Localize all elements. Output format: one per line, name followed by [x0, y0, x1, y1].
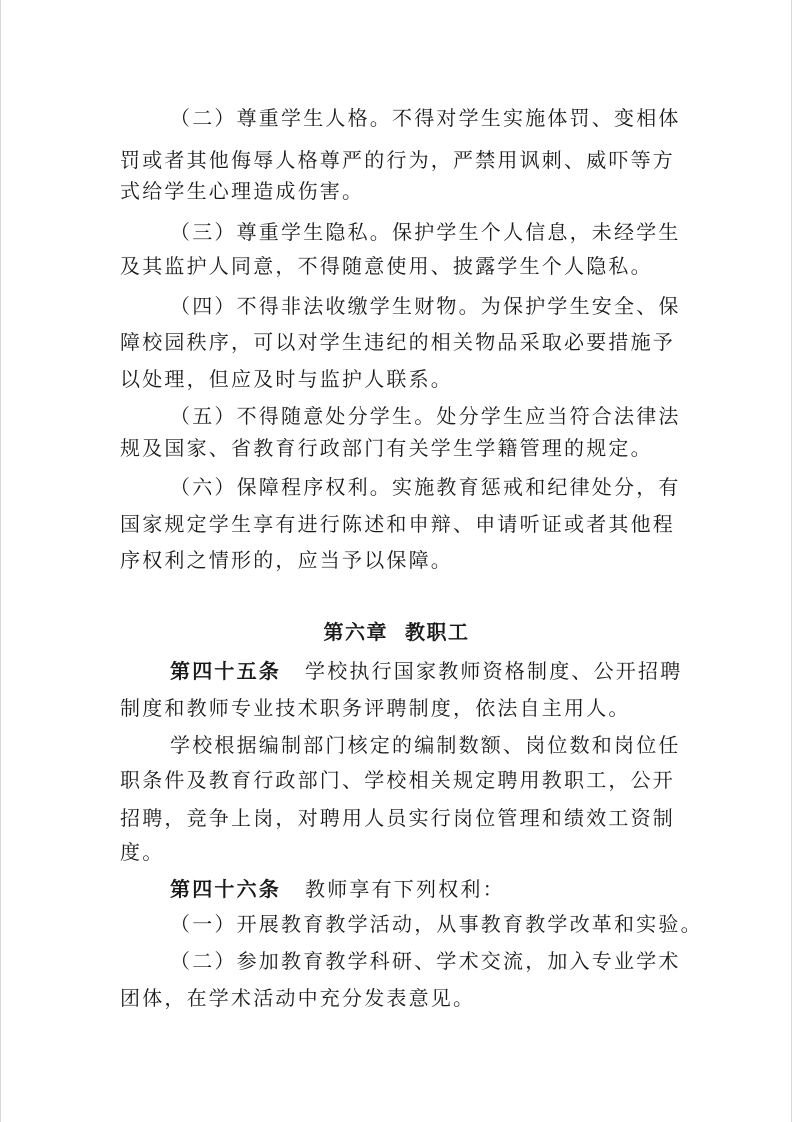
article-46-line — [170, 875, 505, 903]
paragraph-line: （三）尊重学生隐私。保护学生个人信息，未经学生 — [170, 220, 681, 244]
article-46-label: 第四十六条 — [170, 877, 281, 901]
paragraph-line: 职条件及教育行政部门、学校相关规定聘用教职工，公开 — [120, 768, 675, 792]
paragraph-line: 团体，在学术活动中充分发表意见。 — [120, 986, 476, 1010]
article-45-text: 学校执行国家教师资格制度、公开招聘 — [305, 659, 683, 683]
paragraph-line: （四）不得非法收缴学生财物。为保护学生安全、保 — [170, 294, 681, 318]
paragraph-line: 国家规定学生享有进行陈述和申辩、申请听证或者其他程 — [120, 512, 675, 536]
paragraph-line: （一）开展教育教学活动，从事教育教学改革和实验。 — [170, 912, 703, 936]
paragraph-line: （二）尊重学生人格。不得对学生实施体罚、变相体 — [170, 106, 681, 130]
paragraph-line: 及其监护人同意，不得随意使用、披露学生个人隐私。 — [120, 254, 653, 278]
paragraph-line: 式给学生心理造成伤害。 — [120, 179, 365, 203]
paragraph-line: 序权利之情形的，应当予以保障。 — [120, 548, 453, 572]
article-45-line — [170, 657, 682, 685]
paragraph-line: 度。 — [120, 840, 165, 864]
paragraph-line: 罚或者其他侮辱人格尊严的行为，严禁用讽刺、威吓等方 — [120, 148, 675, 172]
chapter-heading: 第六章 教职工 — [323, 620, 470, 644]
article-45-label: 第四十五条 — [170, 659, 281, 683]
article-46-text: 教师享有下列权利： — [305, 877, 505, 901]
paragraph-line: 学校根据编制部门核定的编制数额、岗位数和岗位任 — [170, 733, 681, 757]
paragraph-line: 招聘，竞争上岗，对聘用人员实行岗位管理和绩效工资制 — [120, 806, 675, 830]
paragraph-line: 以处理，但应及时与监护人联系。 — [120, 367, 453, 391]
paragraph-line: （二）参加教育教学科研、学术交流，加入专业学术 — [170, 949, 681, 973]
paragraph-line: （五）不得随意处分学生。处分学生应当符合法律法 — [170, 404, 681, 428]
paragraph-line: （六）保障程序权利。实施教育惩戒和纪律处分，有 — [170, 475, 681, 499]
paragraph-line: 规及国家、省教育行政部门有关学生学籍管理的规定。 — [120, 436, 653, 460]
paragraph-line: 障校园秩序，可以对学生违纪的相关物品采取必要措施予 — [120, 330, 675, 354]
paragraph-line: 制度和教师专业技术职务评聘制度，依法自主用人。 — [120, 696, 631, 720]
